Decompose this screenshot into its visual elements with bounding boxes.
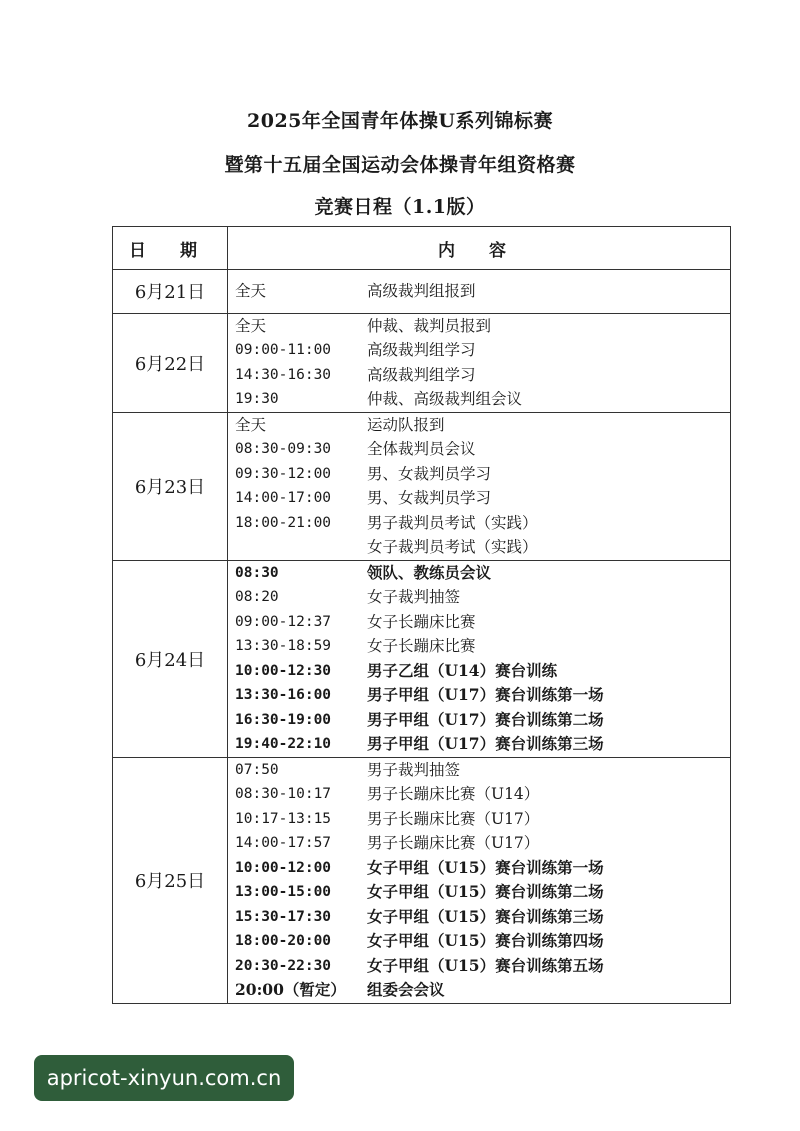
entry-time: 全天 <box>235 415 267 434</box>
entry-description: 女子甲组（U15）赛台训练第四场 <box>367 931 604 950</box>
entry-description: 女子长蹦床比赛 <box>367 612 476 631</box>
entry-time: 10:00-12:30 <box>235 662 332 679</box>
content-cell <box>228 313 731 412</box>
entry-description: 女子裁判员考试（实践） <box>367 538 538 556</box>
entry-time: 08:30 <box>235 564 279 581</box>
content-cell <box>228 560 731 757</box>
entry-time <box>228 535 367 560</box>
content-cell <box>228 270 731 314</box>
entry-time: 14:00-17:57 <box>235 835 332 851</box>
day-row <box>113 757 731 1003</box>
entry-time: 19:30 <box>235 391 279 407</box>
schedule-entry <box>228 929 730 954</box>
entry-description: 男、女裁判员学习 <box>367 489 492 507</box>
day-row <box>113 412 731 560</box>
entry-description: 全体裁判员会议 <box>367 440 476 458</box>
schedule-entry <box>228 683 730 708</box>
date-cell: 6月24日 <box>113 560 228 757</box>
schedule-entry <box>228 486 730 511</box>
schedule-entry <box>228 610 730 635</box>
entry-description: 女子长蹦床比赛 <box>367 637 476 655</box>
content-cell <box>228 412 731 560</box>
entry-description: 男子甲组（U17）赛台训练第二场 <box>367 709 604 729</box>
schedule-entry <box>228 363 730 388</box>
entry-time: 08:30-09:30 <box>235 441 332 457</box>
entry-time: 09:00-11:00 <box>235 342 332 358</box>
schedule-entry <box>228 279 730 304</box>
entry-description: 男子裁判抽签 <box>367 760 461 779</box>
day-row <box>113 560 731 757</box>
schedule-entry <box>228 782 730 807</box>
schedule-entry <box>228 314 730 339</box>
schedule-entry <box>228 387 730 412</box>
schedule-entry <box>228 807 730 832</box>
schedule-entry <box>228 634 730 659</box>
entry-time: 20:00（暂定） <box>235 980 346 999</box>
schedule-entry <box>228 831 730 856</box>
entry-description: 高级裁判组报到 <box>367 282 476 300</box>
entry-description: 领队、教练员会议 <box>367 562 492 582</box>
schedule-entry <box>228 561 730 586</box>
schedule-entry <box>228 978 730 1003</box>
entry-time: 07:50 <box>235 761 279 778</box>
entry-time: 18:00-20:00 <box>235 933 332 949</box>
schedule-entry <box>228 511 730 536</box>
entry-description: 女子甲组（U15）赛台训练第一场 <box>367 857 604 877</box>
schedule-entry <box>228 462 730 487</box>
schedule-entry <box>228 437 730 462</box>
entry-time: 13:30-18:59 <box>235 638 332 654</box>
entry-description: 男子长蹦床比赛（U14） <box>367 785 540 803</box>
entry-description: 女子甲组（U15）赛台训练第五场 <box>367 955 604 975</box>
entry-description: 仲裁、裁判员报到 <box>367 316 492 335</box>
schedule-entry <box>228 856 730 881</box>
entry-description: 男子裁判员考试（实践） <box>367 513 538 532</box>
document-version-title: 竞赛日程（1.1版） <box>314 196 486 218</box>
schedule-entry <box>228 585 730 610</box>
schedule-entry <box>228 732 730 757</box>
entry-description: 男子甲组（U17）赛台训练第一场 <box>367 685 604 704</box>
entry-time: 全天 <box>235 282 267 300</box>
day-row <box>113 270 731 314</box>
entry-description: 男、女裁判员学习 <box>367 464 492 483</box>
entry-description: 男子长蹦床比赛（U17） <box>367 809 540 828</box>
entry-time: 13:30-16:00 <box>235 687 332 703</box>
date-cell: 6月25日 <box>113 757 228 1003</box>
entry-description: 女子甲组（U15）赛台训练第三场 <box>367 906 604 926</box>
entry-time: 09:30-12:00 <box>235 465 332 482</box>
entry-time: 08:20 <box>235 589 279 605</box>
entry-description: 仲裁、高级裁判组会议 <box>367 390 523 408</box>
entry-time: 13:00-15:00 <box>235 884 332 900</box>
schedule-entry <box>228 758 730 783</box>
entry-time: 14:30-16:30 <box>235 366 332 383</box>
schedule-body <box>113 270 731 1004</box>
schedule-entry <box>228 954 730 979</box>
entry-description: 运动队报到 <box>367 415 445 434</box>
entry-time: 19:40-22:10 <box>235 736 332 752</box>
date-cell: 6月23日 <box>113 412 228 560</box>
schedule-entry <box>228 659 730 684</box>
watermark-badge: apricot-xinyun.com.cn <box>34 1055 294 1101</box>
date-cell: 6月22日 <box>113 313 228 412</box>
schedule-entry <box>228 880 730 905</box>
entry-description: 高级裁判组学习 <box>367 365 476 384</box>
entry-time: 09:00-12:37 <box>235 613 332 630</box>
entry-time: 20:30-22:30 <box>235 957 332 974</box>
entry-description: 高级裁判组学习 <box>367 341 476 359</box>
entry-time: 全天 <box>235 316 267 335</box>
entry-time: 14:00-17:00 <box>235 490 332 506</box>
header-row <box>113 227 731 270</box>
schedule-entry <box>228 338 730 363</box>
content-cell <box>228 757 731 1003</box>
schedule-entry <box>228 708 730 733</box>
entry-description: 男子长蹦床比赛（U17） <box>367 834 540 852</box>
entry-description: 男子乙组（U14）赛台训练 <box>367 660 558 680</box>
date-cell: 6月21日 <box>113 270 228 314</box>
schedule-entry <box>228 535 730 560</box>
content-column-header: 内 容 <box>228 227 731 270</box>
entry-description: 女子裁判抽签 <box>367 588 461 606</box>
schedule-entry <box>228 905 730 930</box>
day-row <box>113 313 731 412</box>
document-subtitle: 暨第十五届全国运动会体操青年组资格赛 <box>224 154 576 176</box>
entry-description: 男子甲组（U17）赛台训练第三场 <box>367 734 604 753</box>
date-column-header: 日 期 <box>113 227 228 270</box>
entry-time: 15:30-17:30 <box>235 908 332 925</box>
schedule-entry <box>228 413 730 438</box>
entry-time: 18:00-21:00 <box>235 514 332 531</box>
entry-description: 女子甲组（U15）赛台训练第二场 <box>367 882 604 901</box>
entry-description: 组委会会议 <box>367 980 445 999</box>
document-title: 2025年全国青年体操U系列锦标赛 <box>247 110 553 132</box>
entry-time: 10:17-13:15 <box>235 810 332 827</box>
entry-time: 16:30-19:00 <box>235 711 332 728</box>
schedule-table <box>112 226 731 1004</box>
entry-time: 08:30-10:17 <box>235 786 332 802</box>
entry-time: 10:00-12:00 <box>235 859 332 876</box>
